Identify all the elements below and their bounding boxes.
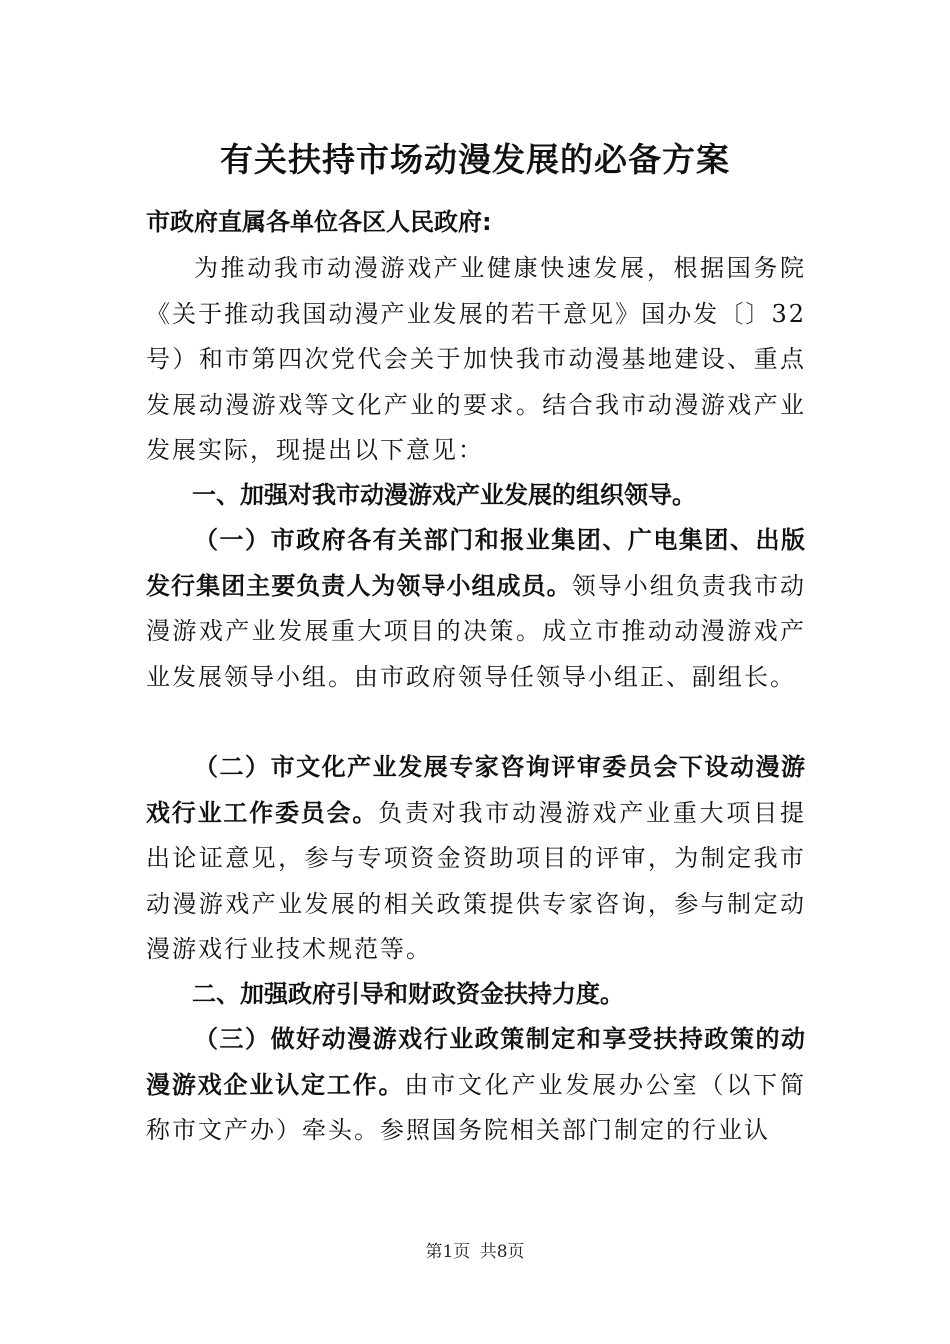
item-body-1: 领导小组负责我市动漫游戏产业发展重大项目的决策。成立市推动动漫游戏产业发展领导小组。由市政府领导任领导小组正、副组长。 (146, 571, 807, 691)
item-body-3: 由市文化产业发展办公室（以下简称市文产办）牵头。参照国务院相关部门制定的行业认 (146, 1070, 807, 1144)
salutation: 市政府直属各单位各区人民政府: (146, 208, 492, 236)
page-number: 第1页 (425, 1242, 471, 1262)
item-paragraph-1 (146, 518, 806, 700)
page-footer (0, 1240, 950, 1264)
item-lead-2: （二）市文化产业发展专家咨询评审委员会下设动漫游戏行业工作委员会。 (146, 753, 806, 827)
document-title: 有关扶持市场动漫发展的必备方案 (220, 140, 730, 179)
section-heading-1: 一、加强对我市动漫游戏产业发展的组织领导。 (192, 481, 696, 509)
item-paragraph-3 (146, 1017, 806, 1154)
page-total: 共8页 (479, 1242, 525, 1262)
section-heading-2: 二、加强政府引导和财政资金扶持力度。 (192, 980, 624, 1008)
item-paragraph-2 (146, 745, 806, 973)
intro-paragraph: 为推动我市动漫游戏产业健康快速发展，根据国务院《关于推动我国动漫产业发展的若干意见》国办发〔〕32号）和市第四次党代会关于加快我市动漫基地建设、重点发展动漫游戏等文化产业的要求。结合我市动漫游戏产业发展实际，现提出以下意见： (146, 254, 806, 464)
item-body-2: 负责对我市动漫游戏产业重大项目提出论证意见，参与专项资金资助项目的评审，为制定我市动漫游戏产业发展的相关政策提供专家咨询，参与制定动漫游戏行业技术规范等。 (146, 798, 806, 963)
item-lead-3: （三）做好动漫游戏行业政策制定和享受扶持政策的动漫游戏企业认定工作。 (146, 1025, 806, 1099)
item-lead-1: （一）市政府各有关部门和报业集团、广电集团、出版发行集团主要负责人为领导小组成员。 (146, 526, 806, 600)
